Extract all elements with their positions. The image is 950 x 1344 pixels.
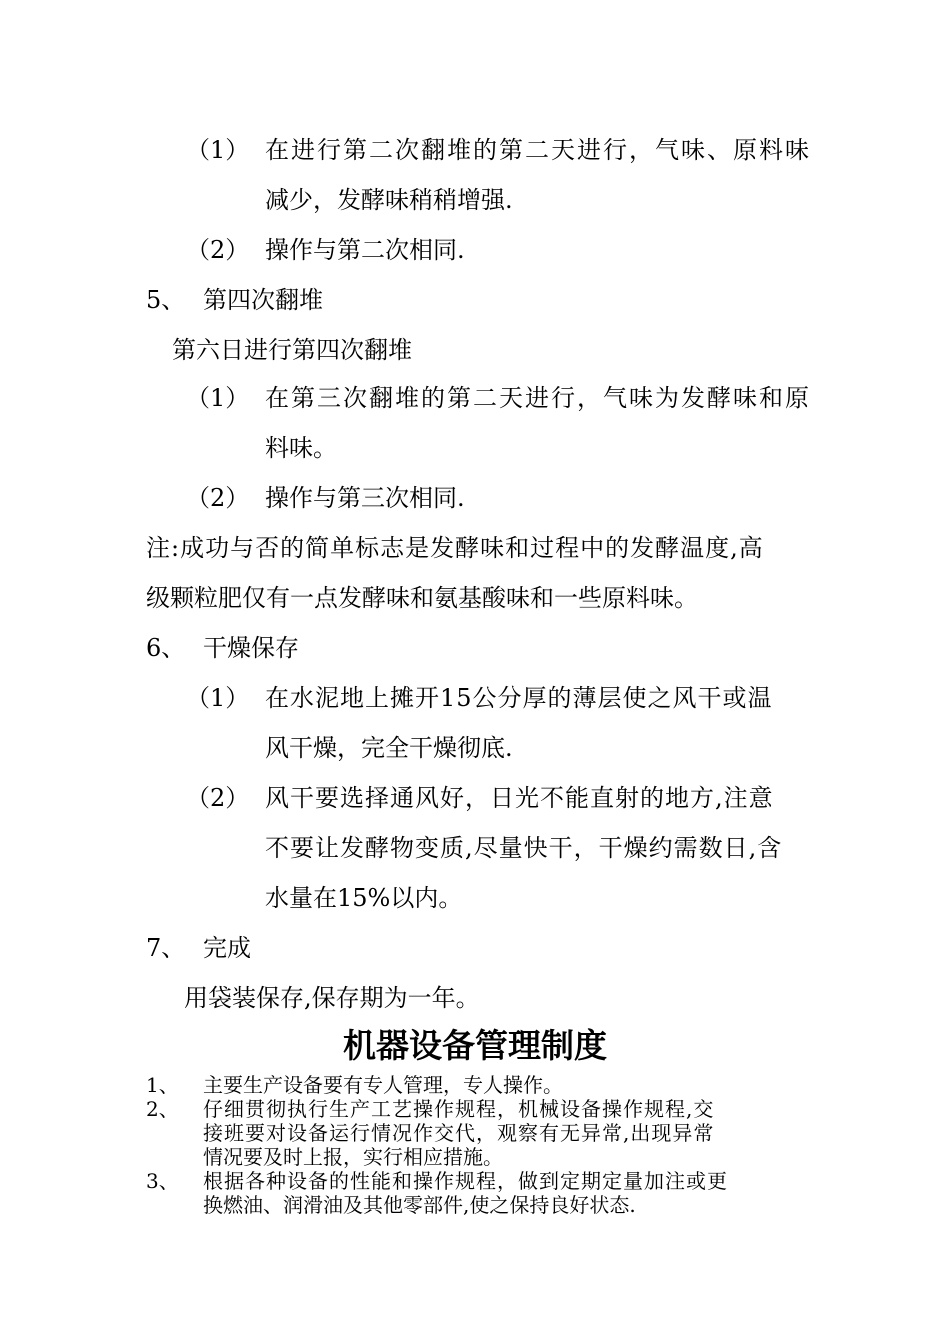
item-number: （2）: [186, 236, 250, 264]
step-title: 完成: [203, 934, 251, 962]
rule-number: 1、: [146, 1073, 179, 1097]
item-number: （2）: [186, 484, 250, 512]
body-text: 操作与第二次相同.: [265, 236, 465, 264]
rule-number: 3、: [146, 1169, 179, 1193]
step-number: 5、: [146, 286, 186, 314]
rule-text: 换燃油、润滑油及其他零部件,使之保持良好状态.: [203, 1193, 636, 1217]
note-text: 注:成功与否的简单标志是发酵味和过程中的发酵温度,高: [146, 534, 764, 562]
step-title: 第四次翻堆: [203, 286, 323, 314]
rule-text: 情况要及时上报，实行相应措施。: [203, 1145, 503, 1169]
body-text: 料味。: [265, 434, 337, 462]
rule-text: 主要生产设备要有专人管理，专人操作。: [203, 1073, 563, 1097]
body-text: 风干燥，完全干燥彻底.: [265, 734, 513, 762]
item-number: （1）: [186, 136, 250, 164]
note-text: 级颗粒肥仅有一点发酵味和氨基酸味和一些原料味。: [146, 584, 698, 612]
body-text: 在第三次翻堆的第二天进行，气味为发酵味和原: [265, 384, 811, 412]
body-text: 风干要选择通风好，日光不能直射的地方,注意: [265, 784, 774, 812]
body-text: 在进行第二次翻堆的第二天进行，气味、原料味: [265, 136, 811, 164]
item-number: （1）: [186, 684, 250, 712]
body-text: 在水泥地上摊开15公分厚的薄层使之风干或温: [265, 684, 773, 712]
item-number: （1）: [186, 384, 250, 412]
rule-number: 2、: [146, 1097, 179, 1121]
body-text: 减少，发酵味稍稍增强.: [265, 186, 513, 214]
rule-text: 接班要对设备运行情况作交代，观察有无异常,出现异常: [203, 1121, 715, 1145]
step-title: 干燥保存: [203, 634, 299, 662]
body-text: 第六日进行第四次翻堆: [172, 336, 412, 364]
rule-text: 仔细贯彻执行生产工艺操作规程，机械设备操作规程,交: [203, 1097, 715, 1121]
section-title: 机器设备管理制度: [343, 1026, 607, 1065]
body-text: 不要让发酵物变质,尽量快干，干燥约需数日,含: [265, 834, 783, 862]
body-text: 操作与第三次相同.: [265, 484, 465, 512]
item-number: （2）: [186, 784, 250, 812]
step-number: 6、: [146, 634, 186, 662]
body-text: 用袋装保存,保存期为一年。: [184, 984, 480, 1012]
body-text: 水量在15%以内。: [265, 884, 463, 912]
rule-text: 根据各种设备的性能和操作规程，做到定期定量加注或更: [203, 1169, 728, 1193]
step-number: 7、: [146, 934, 186, 962]
